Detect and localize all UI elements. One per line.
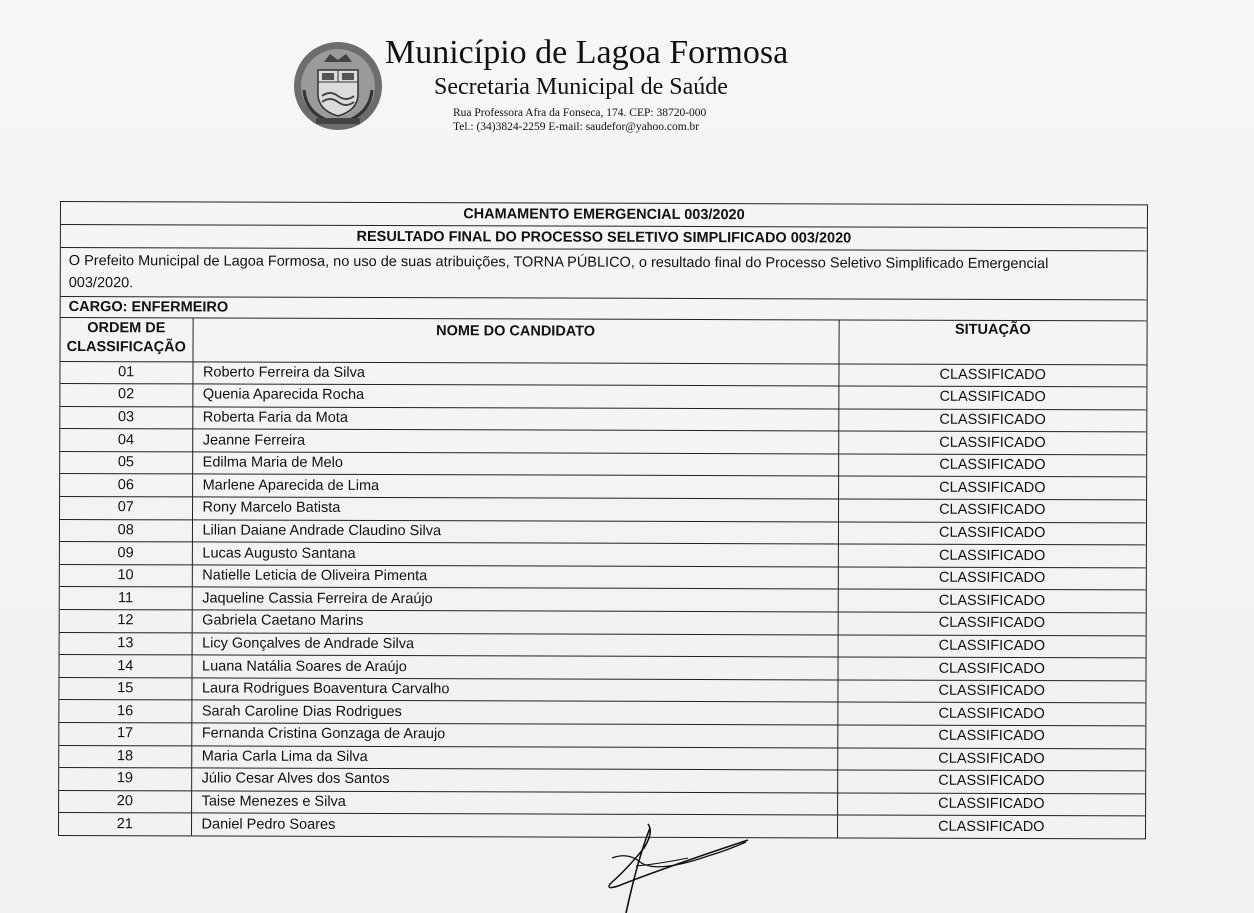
- intro-paragraph: [61, 248, 1147, 300]
- cell-nome: Sarah Caroline Dias Rodrigues: [191, 700, 837, 725]
- cell-situacao: CLASSIFICADO: [837, 770, 1145, 794]
- results-table: [59, 318, 1147, 838]
- table-row: [60, 519, 1146, 545]
- table-row: [60, 542, 1146, 568]
- table-row: [59, 790, 1145, 816]
- cell-situacao: CLASSIFICADO: [838, 409, 1146, 433]
- cell-ordem: 10: [60, 564, 192, 587]
- table-row: [60, 361, 1146, 387]
- table-row: [60, 587, 1146, 613]
- result-title: RESULTADO FINAL DO PROCESSO SELETIVO SIMPLIFICADO 003/2020: [61, 225, 1147, 251]
- cell-nome: Jeanne Ferreira: [192, 429, 838, 454]
- intro-line-2: 003/2020.: [68, 275, 134, 292]
- department-subtitle: Secretaria Municipal de Saúde: [434, 74, 728, 100]
- table-header-row: [60, 318, 1146, 364]
- cell-ordem: 18: [59, 745, 191, 768]
- table-row: [59, 723, 1145, 749]
- cell-situacao: CLASSIFICADO: [837, 702, 1145, 726]
- cell-situacao: CLASSIFICADO: [837, 748, 1145, 772]
- cell-situacao: CLASSIFICADO: [838, 612, 1146, 636]
- cell-nome: Lucas Augusto Santana: [192, 542, 838, 567]
- cell-nome: Laura Rodrigues Boaventura Carvalho: [191, 678, 837, 703]
- cell-situacao: CLASSIFICADO: [838, 567, 1146, 591]
- contact-line: Tel.: (34)3824-2259 E-mail: saudefor@yahoo.com.br: [453, 121, 700, 133]
- announcement-title: CHAMAMENTO EMERGENCIAL 003/2020: [61, 202, 1147, 228]
- cell-ordem: 01: [60, 361, 192, 384]
- table-row: [60, 564, 1146, 590]
- table-row: [60, 610, 1146, 636]
- cell-nome: Marlene Aparecida de Lima: [192, 474, 838, 499]
- cell-ordem: 15: [59, 677, 191, 700]
- column-header-ordem: [60, 318, 192, 361]
- table-row: [59, 745, 1145, 771]
- cargo-label: CARGO: ENFERMEIRO: [61, 297, 1147, 321]
- column-header-ordem-line1: ORDEM DE: [87, 320, 166, 337]
- cell-ordem: 13: [60, 632, 192, 655]
- header-address-block: [453, 106, 706, 134]
- cell-ordem: 20: [59, 790, 191, 813]
- cell-nome: Júlio Cesar Alves dos Santos: [191, 768, 837, 793]
- cell-nome: Quenia Aparecida Rocha: [192, 384, 838, 409]
- table-row: [60, 655, 1146, 681]
- column-header-ordem-line2: CLASSIFICAÇÃO: [66, 339, 186, 356]
- table-row: [59, 768, 1145, 794]
- table-row: [59, 677, 1145, 703]
- results-document: [58, 201, 1148, 839]
- table-row: [60, 429, 1146, 455]
- cell-ordem: 12: [60, 610, 192, 633]
- cell-nome: Roberto Ferreira da Silva: [192, 361, 838, 386]
- cell-ordem: 11: [60, 587, 192, 610]
- table-row: [60, 474, 1146, 500]
- cell-nome: Jaqueline Cassia Ferreira de Araújo: [192, 587, 838, 612]
- intro-line-1: O Prefeito Municipal de Lagoa Formosa, no uso de suas atribuições, TORNA PÚBLICO, o resultado final do Processo Seletivo Simplificado Emergencial: [68, 253, 1049, 273]
- cell-situacao: CLASSIFICADO: [838, 589, 1146, 613]
- cell-situacao: CLASSIFICADO: [838, 431, 1146, 455]
- cell-situacao: CLASSIFICADO: [838, 386, 1146, 410]
- cell-ordem: 17: [59, 723, 191, 746]
- column-header-situacao: SITUAÇÃO: [838, 320, 1146, 364]
- table-row: [60, 406, 1146, 432]
- cell-nome: Roberta Faria da Mota: [192, 407, 838, 432]
- cell-situacao: CLASSIFICADO: [837, 657, 1145, 681]
- cell-nome: Taise Menezes e Silva: [191, 791, 837, 816]
- cell-situacao: CLASSIFICADO: [838, 476, 1146, 500]
- cell-situacao: CLASSIFICADO: [837, 680, 1145, 704]
- table-row: [60, 451, 1146, 477]
- cell-situacao: CLASSIFICADO: [838, 635, 1146, 659]
- cell-ordem: 08: [60, 519, 192, 542]
- cell-situacao: CLASSIFICADO: [837, 725, 1145, 749]
- cell-nome: Licy Gonçalves de Andrade Silva: [192, 633, 838, 658]
- municipality-title: Município de Lagoa Formosa: [385, 34, 789, 71]
- cell-ordem: 19: [59, 768, 191, 791]
- table-row: [60, 497, 1146, 523]
- cell-ordem: 07: [60, 497, 192, 520]
- table-row: [59, 700, 1145, 726]
- cell-situacao: CLASSIFICADO: [838, 454, 1146, 478]
- cell-situacao: CLASSIFICADO: [837, 793, 1145, 817]
- cell-nome: Maria Carla Lima da Silva: [191, 746, 837, 771]
- cell-situacao: CLASSIFICADO: [838, 522, 1146, 546]
- cell-situacao: CLASSIFICADO: [938, 818, 1045, 835]
- cell-situacao: CLASSIFICADO: [838, 499, 1146, 523]
- cell-ordem: 05: [60, 451, 192, 474]
- cell-ordem: 04: [60, 429, 192, 452]
- column-header-nome: NOME DO CANDIDATO: [192, 318, 838, 363]
- cell-nome: Lilian Daiane Andrade Claudino Silva: [192, 520, 838, 545]
- cell-nome: Natielle Leticia de Oliveira Pimenta: [192, 565, 838, 590]
- cell-nome: Daniel Pedro Soares: [191, 813, 837, 837]
- table-body: [59, 361, 1146, 838]
- table-row: [60, 632, 1146, 658]
- cell-nome: Luana Natália Soares de Araújo: [192, 655, 838, 680]
- table-row: [60, 384, 1146, 410]
- coat-of-arms-icon: [292, 40, 384, 132]
- cell-ordem: 14: [60, 655, 192, 678]
- cell-nome: Fernanda Cristina Gonzaga de Araujo: [191, 723, 837, 748]
- cell-ordem: 16: [59, 700, 191, 723]
- cell-situacao: CLASSIFICADO: [838, 363, 1146, 387]
- address-line: Rua Professora Afra da Fonseca, 174. CEP: 38720-000: [453, 107, 707, 119]
- cell-nome: Edilma Maria de Melo: [192, 452, 838, 477]
- cell-nome: Gabriela Caetano Marins: [192, 610, 838, 635]
- cell-ordem: 06: [60, 474, 192, 497]
- cell-situacao: CLASSIFICADO: [838, 544, 1146, 568]
- cell-ordem: 21: [59, 813, 191, 836]
- cell-ordem: 03: [60, 406, 192, 429]
- signature-icon: [598, 818, 758, 913]
- cell-nome: Rony Marcelo Batista: [192, 497, 838, 522]
- cell-ordem: 02: [60, 384, 192, 407]
- cell-ordem: 09: [60, 542, 192, 565]
